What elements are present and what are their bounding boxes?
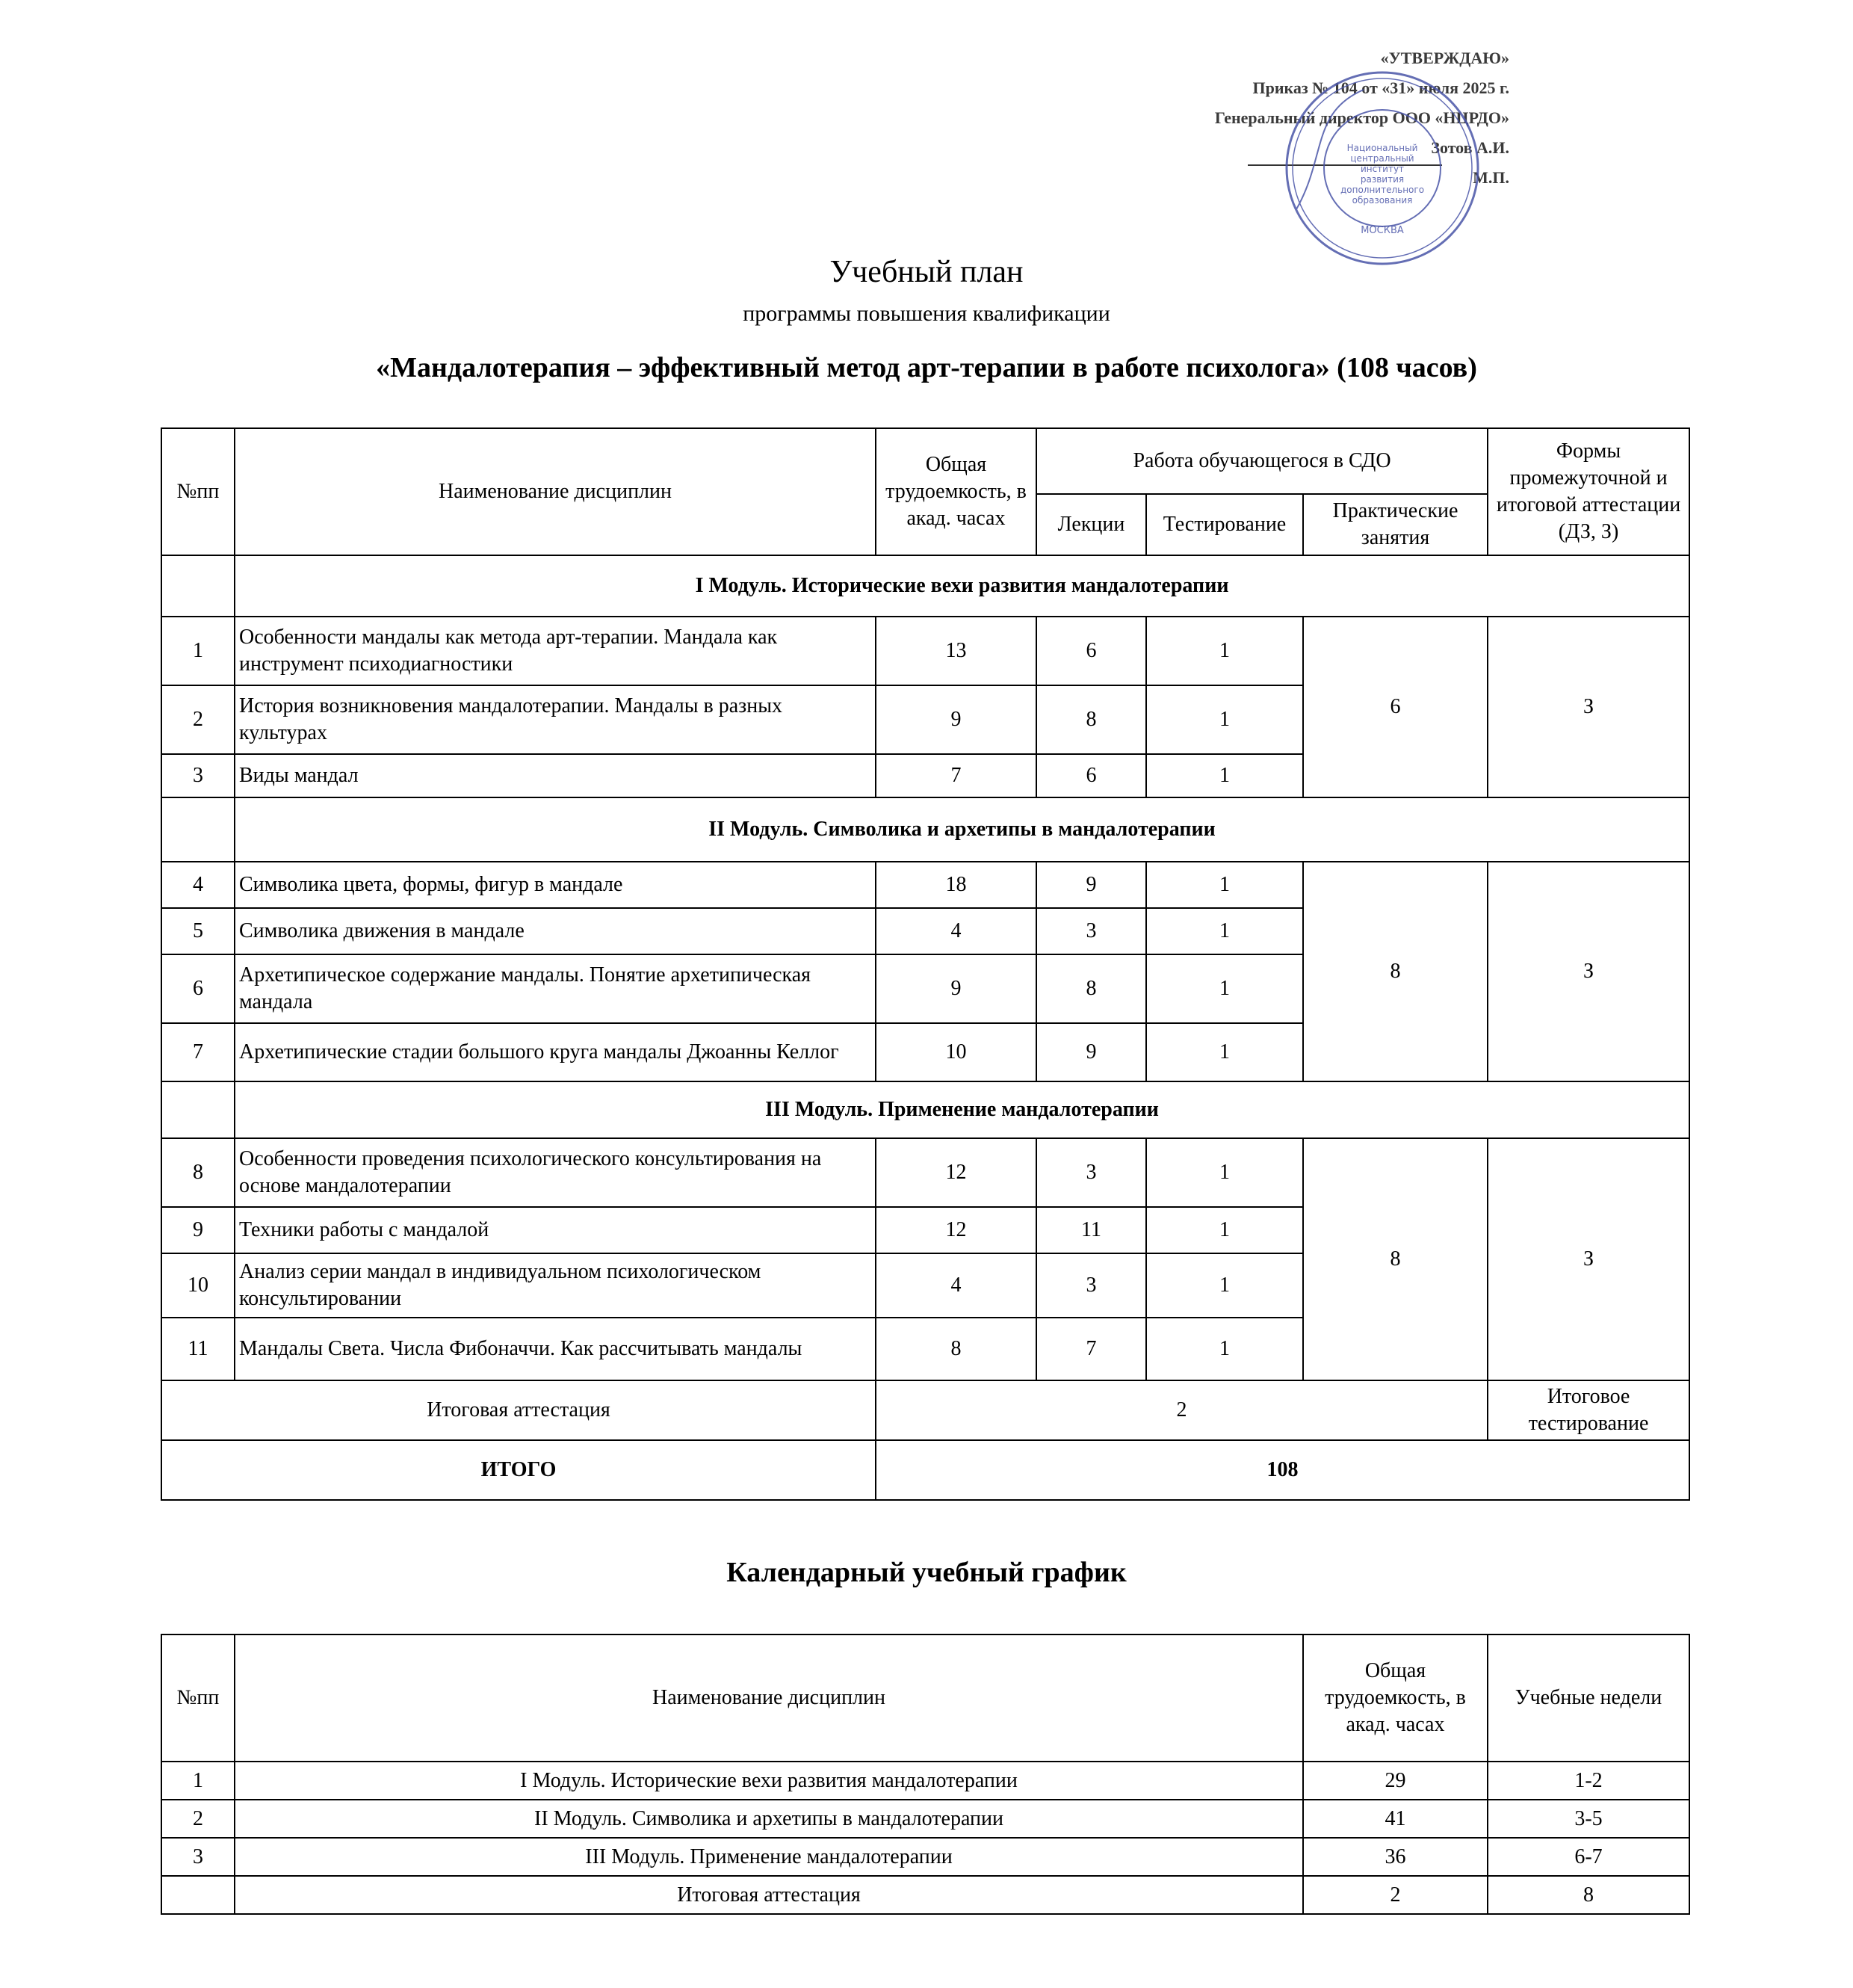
cal-row-hours: 29 (1303, 1762, 1488, 1800)
row-total: 10 (876, 1023, 1036, 1081)
cal-header-weeks: Учебные недели (1488, 1634, 1689, 1762)
row-name: Анализ серии мандал в индивидуальном психологическом консультировании (235, 1253, 876, 1318)
table-row (161, 1138, 1689, 1207)
module-title: I Модуль. Исторические вехи развития мандалотерапии (235, 555, 1689, 617)
cal-row-num: 1 (161, 1762, 235, 1800)
module-num-cell (161, 555, 235, 617)
row-testing: 1 (1146, 954, 1303, 1023)
module-row (161, 1081, 1689, 1138)
row-total: 18 (876, 862, 1036, 908)
module-row (161, 797, 1689, 862)
module-row (161, 555, 1689, 617)
cal-row-weeks: 6-7 (1488, 1838, 1689, 1876)
round-stamp (1281, 67, 1483, 269)
header-lectures: Лекции (1036, 494, 1146, 555)
cal-row-name: Итоговая аттестация (235, 1876, 1303, 1914)
row-testing: 1 (1146, 1023, 1303, 1081)
calendar-title: Календарный учебный график (726, 1557, 1127, 1588)
cal-row-name: II Модуль. Символика и архетипы в мандалотерапии (235, 1800, 1303, 1838)
row-name: Виды мандал (235, 754, 876, 797)
table-row (161, 862, 1689, 908)
row-testing: 1 (1146, 754, 1303, 797)
row-num: 9 (161, 1207, 235, 1253)
total-hours: 108 (876, 1440, 1689, 1500)
row-lectures: 3 (1036, 1253, 1146, 1318)
row-name: История возникновения мандалотерапии. Мандалы в разных культурах (235, 685, 876, 754)
row-num: 10 (161, 1253, 235, 1318)
module-practice: 8 (1303, 1138, 1488, 1380)
cal-row-hours: 36 (1303, 1838, 1488, 1876)
total-label: ИТОГО (161, 1440, 876, 1500)
row-total: 12 (876, 1207, 1036, 1253)
cal-row-hours: 41 (1303, 1800, 1488, 1838)
row-num: 2 (161, 685, 235, 754)
final-attestation-row (161, 1380, 1689, 1440)
final-form: Итоговое тестирование (1488, 1380, 1689, 1440)
row-testing: 1 (1146, 862, 1303, 908)
approval-director: Генеральный директор ООО «НЦРДО» (1214, 108, 1509, 127)
row-lectures: 6 (1036, 617, 1146, 685)
row-total: 7 (876, 754, 1036, 797)
svg-text:центральный: центральный (1350, 153, 1414, 164)
row-num: 8 (161, 1138, 235, 1207)
cal-row-name: I Модуль. Исторические вехи развития мандалотерапии (235, 1762, 1303, 1800)
row-testing: 1 (1146, 685, 1303, 754)
header-testing: Тестирование (1146, 494, 1303, 555)
cal-row-weeks: 8 (1488, 1876, 1689, 1914)
row-lectures: 6 (1036, 754, 1146, 797)
row-testing: 1 (1146, 1207, 1303, 1253)
module-title: III Модуль. Применение мандалотерапии (235, 1081, 1689, 1138)
row-lectures: 8 (1036, 685, 1146, 754)
final-label: Итоговая аттестация (161, 1380, 876, 1440)
calendar-table (161, 1634, 1690, 1915)
total-row (161, 1440, 1689, 1500)
row-testing: 1 (1146, 1138, 1303, 1207)
row-num: 6 (161, 954, 235, 1023)
svg-text:институт: институт (1360, 164, 1405, 174)
row-lectures: 3 (1036, 1138, 1146, 1207)
row-name: Особенности проведения психологического консультирования на основе мандалотерапии (235, 1138, 876, 1207)
row-lectures: 11 (1036, 1207, 1146, 1253)
row-lectures: 9 (1036, 862, 1146, 908)
module-form: З (1488, 862, 1689, 1081)
row-name: Техники работы с мандалой (235, 1207, 876, 1253)
approval-signatory: Зотов А.И. (1431, 138, 1509, 157)
module-title: II Модуль. Символика и архетипы в мандалотерапии (235, 797, 1689, 862)
header-name: Наименование дисциплин (235, 428, 876, 555)
header-work: Работа обучающегося в СДО (1036, 428, 1488, 494)
cal-row-num: 2 (161, 1800, 235, 1838)
cal-header-num: №пп (161, 1634, 235, 1762)
row-num: 3 (161, 754, 235, 797)
approval-heading: «УТВЕРЖДАЮ» (1380, 49, 1509, 67)
row-total: 13 (876, 617, 1036, 685)
table-row (161, 1800, 1689, 1838)
cal-row-num: 3 (161, 1838, 235, 1876)
cal-row-weeks: 3-5 (1488, 1800, 1689, 1838)
page-subtitle: программы повышения квалификации (743, 301, 1110, 326)
row-name: Особенности мандалы как метода арт-терапии. Мандала как инструмент психодиагностики (235, 617, 876, 685)
module-form: З (1488, 617, 1689, 797)
row-total: 4 (876, 1253, 1036, 1318)
module-form: З (1488, 1138, 1689, 1380)
row-name: Символика цвета, формы, фигур в мандале (235, 862, 876, 908)
row-total: 8 (876, 1318, 1036, 1380)
row-num: 1 (161, 617, 235, 685)
table-row (161, 1762, 1689, 1800)
header-num: №пп (161, 428, 235, 555)
row-num: 11 (161, 1318, 235, 1380)
approval-seal-label: М.П. (1473, 168, 1509, 187)
row-testing: 1 (1146, 617, 1303, 685)
row-name: Архетипическое содержание мандалы. Понятие архетипическая мандала (235, 954, 876, 1023)
row-lectures: 7 (1036, 1318, 1146, 1380)
cal-row-name: III Модуль. Применение мандалотерапии (235, 1838, 1303, 1876)
program-name: «Мандалотерапия – эффективный метод арт-терапии в работе психолога» (108 часов) (376, 352, 1477, 383)
table-row (161, 1838, 1689, 1876)
row-total: 9 (876, 685, 1036, 754)
row-lectures: 3 (1036, 908, 1146, 954)
row-name: Символика движения в мандале (235, 908, 876, 954)
cal-row-hours: 2 (1303, 1876, 1488, 1914)
row-lectures: 9 (1036, 1023, 1146, 1081)
approval-order: Приказ № 104 от «31» июля 2025 г. (1252, 78, 1509, 97)
module-practice: 6 (1303, 617, 1488, 797)
table-row (161, 1876, 1689, 1914)
cal-header-total: Общая трудоемкость, в акад. часах (1303, 1634, 1488, 1762)
cal-header-name: Наименование дисциплин (235, 1634, 1303, 1762)
row-total: 4 (876, 908, 1036, 954)
svg-text:развития: развития (1360, 174, 1405, 185)
svg-text:дополнительного: дополнительного (1340, 185, 1425, 195)
row-total: 12 (876, 1138, 1036, 1207)
module-practice: 8 (1303, 862, 1488, 1081)
row-testing: 1 (1146, 908, 1303, 954)
svg-text:МОСКВА: МОСКВА (1361, 225, 1404, 236)
header-practice: Практические занятия (1303, 494, 1488, 555)
module-num-cell (161, 1081, 235, 1138)
header-total: Общая трудоемкость, в акад. часах (876, 428, 1036, 555)
row-name: Мандалы Света. Числа Фибоначчи. Как рассчитывать мандалы (235, 1318, 876, 1380)
table-row (161, 617, 1689, 685)
row-testing: 1 (1146, 1318, 1303, 1380)
cal-row-num (161, 1876, 235, 1914)
header-forms: Формы промежуточной и итоговой аттестации (ДЗ, З) (1488, 428, 1689, 555)
svg-text:образования: образования (1352, 195, 1413, 206)
row-num: 4 (161, 862, 235, 908)
page-title: Учебный план (829, 255, 1024, 289)
row-total: 9 (876, 954, 1036, 1023)
row-num: 7 (161, 1023, 235, 1081)
row-testing: 1 (1146, 1253, 1303, 1318)
row-num: 5 (161, 908, 235, 954)
final-hours: 2 (876, 1380, 1488, 1440)
svg-text:Национальный: Национальный (1346, 143, 1418, 153)
row-name: Архетипические стадии большого круга мандалы Джоанны Келлог (235, 1023, 876, 1081)
curriculum-table (161, 427, 1690, 1501)
row-lectures: 8 (1036, 954, 1146, 1023)
module-num-cell (161, 797, 235, 862)
cal-row-weeks: 1-2 (1488, 1762, 1689, 1800)
